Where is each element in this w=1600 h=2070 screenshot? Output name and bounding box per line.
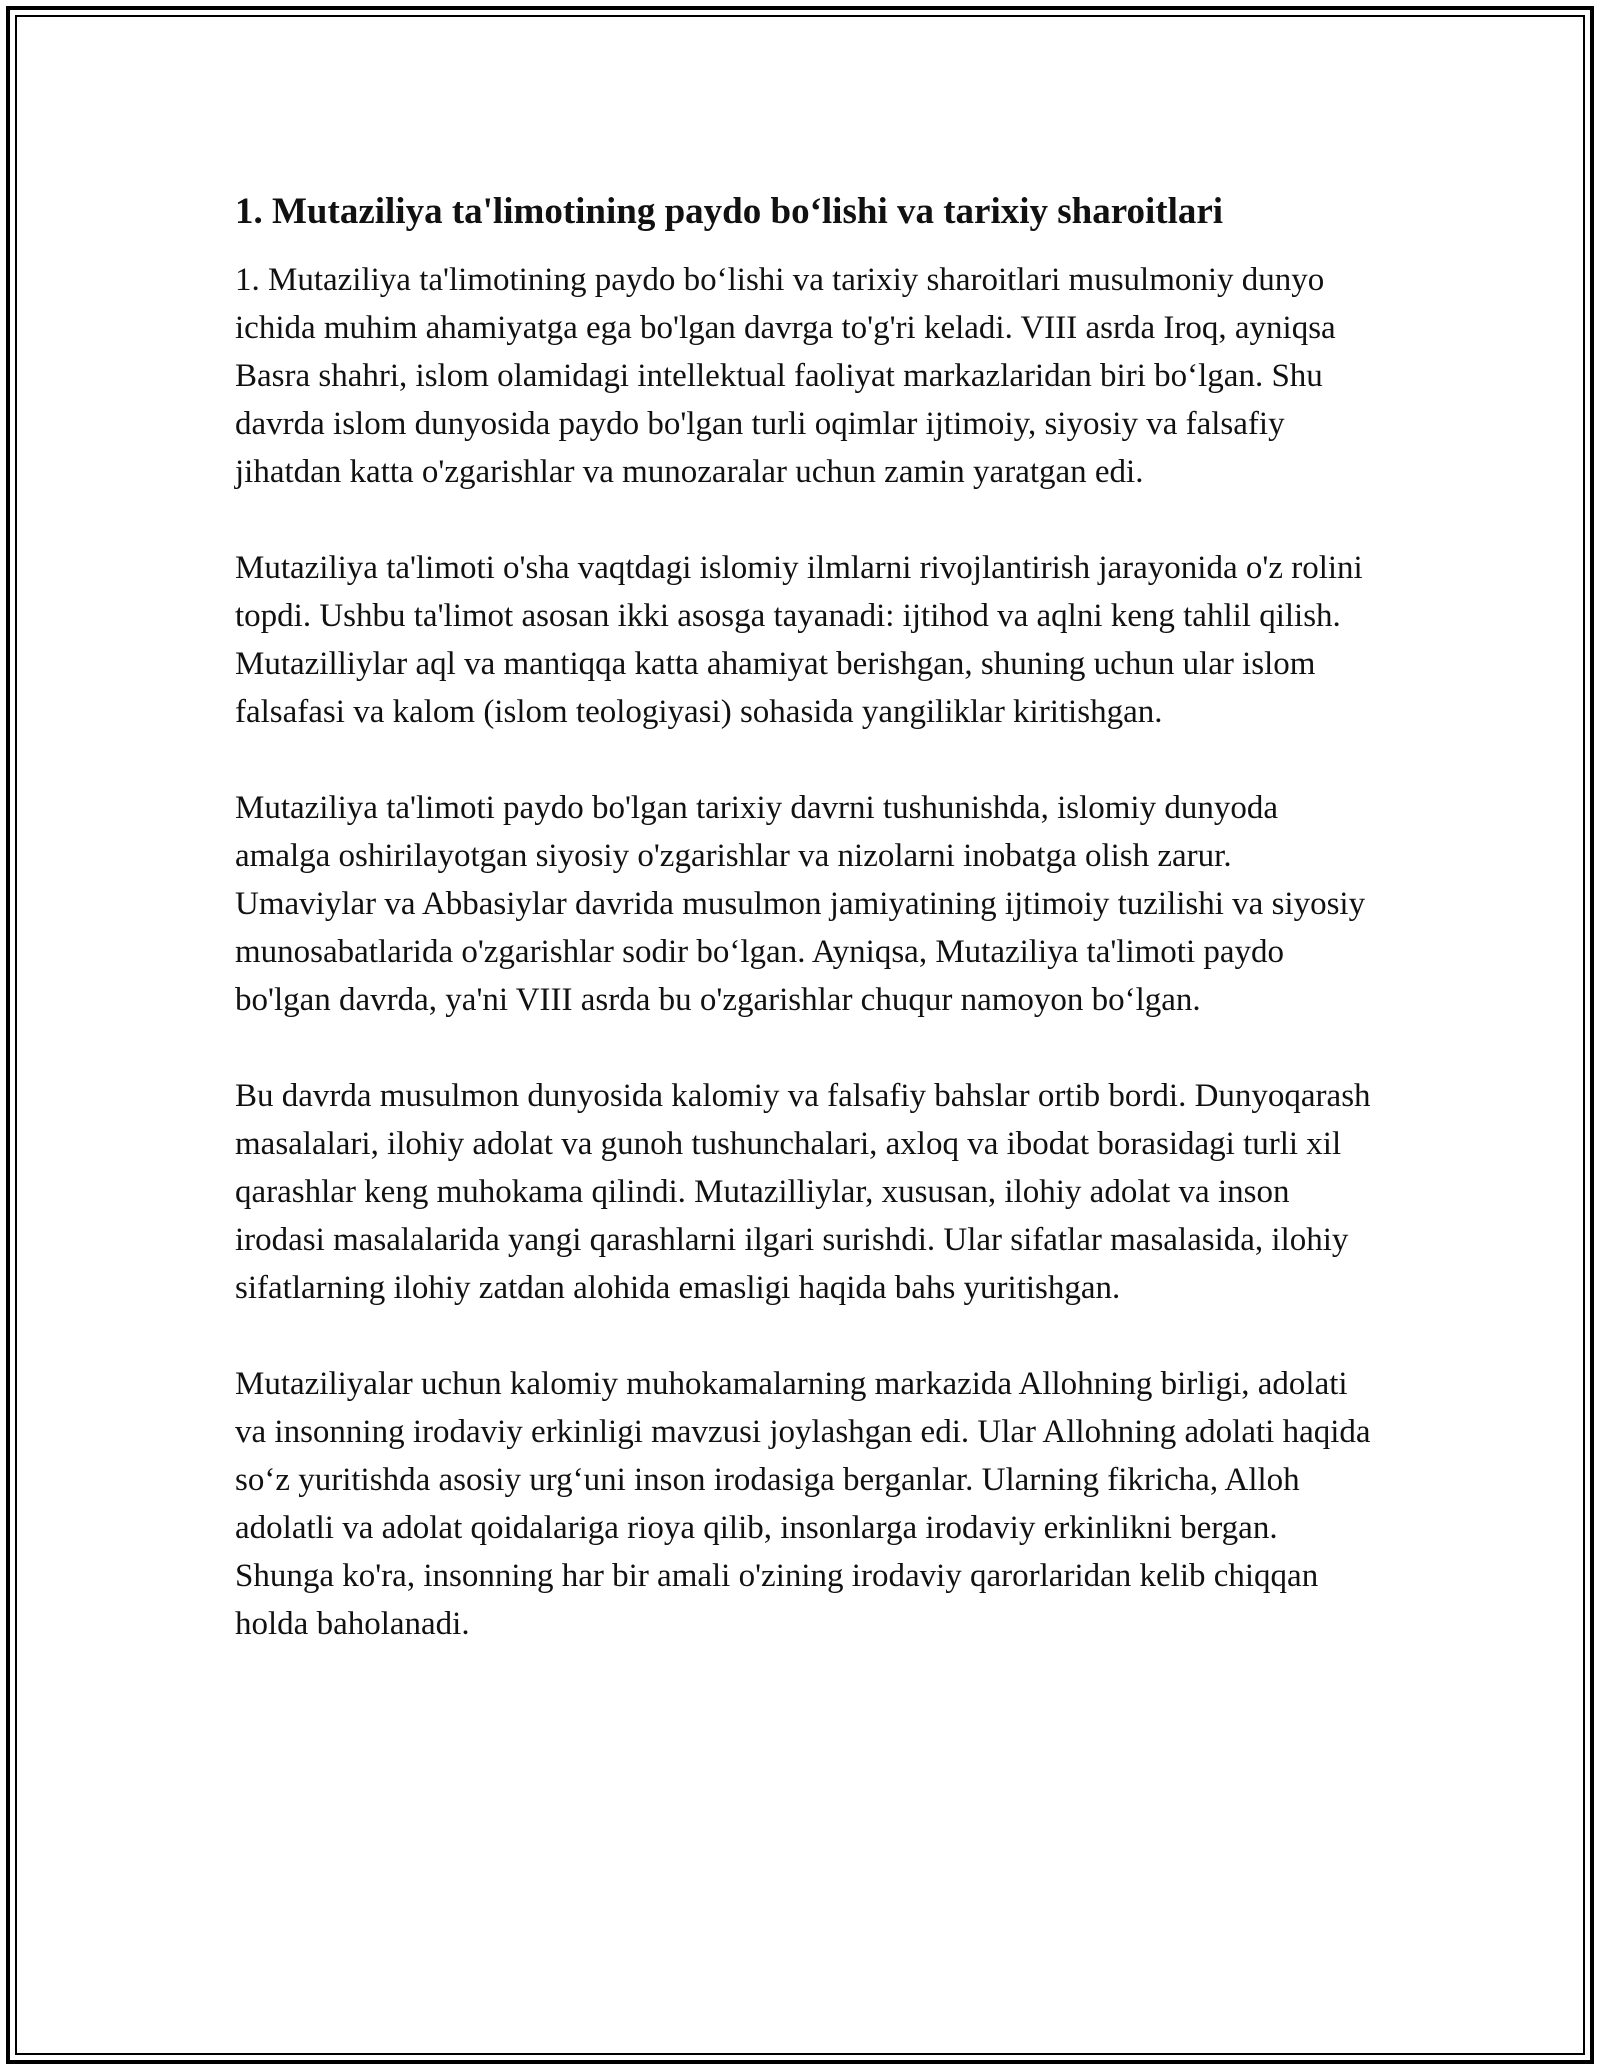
paragraph-4: Bu davrda musulmon dunyosida kalomiy va falsafiy bahslar ortib bordi. Dunyoqarash masalalari, ilohiy adolat va gunoh tushunchalari, axloq va ibodat borasidagi turli xil qarashlar keng muhokama qilindi. Mutazilliylar, xususan, ilohiy adolat va inson irodasi masalalarida yangi qarashlarni ilgari surishdi. Ular sifatlar masalasida, ilohiy sifatlarning ilohiy zatdan alohida emasligi haqida bahs yuritishgan. xyxy=(235,1078,1371,1306)
paragraph-5: Mutaziliyalar uchun kalomiy muhokamalarning markazida Allohning birligi, adolati va insonning irodaviy erkinligi mavzusi joylashgan edi. Ular Allohning adolati haqida so‘z yuritishda asosiy urg‘uni inson irodasiga berganlar. Ularning fikricha, Alloh adolatli va adolat qoidalariga rioya qilib, insonlarga irodaviy erkinlikni bergan. Shunga ko'ra, insonning har bir amali o'zining irodaviy qarorlaridan kelib chiqqan holda baholanadi. xyxy=(235,1366,1371,1642)
paragraph-1: 1. Mutaziliya ta'limotining paydo bo‘lishi va tarixiy sharoitlari musulmoniy dunyo ichida muhim ahamiyatga ega bo'lgan davrga to'g'ri keladi. VIII asrda Iroq, ayniqsa Basra shahri, islom olamidagi intellektual faoliyat markazlaridan biri bo‘lgan. Shu davrda islom dunyosida paydo bo'lgan turli oqimlar ijtimoiy, siyosiy va falsafiy jihatdan katta o'zgarishlar va munozaralar uchun zamin yaratgan edi. xyxy=(235,262,1336,490)
document-title: 1. Mutaziliya ta'limotining paydo bo‘lishi va tarixiy sharoitlari xyxy=(235,191,1224,232)
document-body xyxy=(235,188,1375,1696)
paragraph-2: Mutaziliya ta'limoti o'sha vaqtdagi islomiy ilmlarni rivojlantirish jarayonida o'z rolini topdi. Ushbu ta'limot asosan ikki asosga tayanadi: ijtihod va aqlni keng tahlil qilish. Mutazilliylar aql va mantiqqa katta ahamiyat berishgan, shuning uchun ular islom falsafasi va kalom (islom teologiyasi) sohasida yangiliklar kiritishgan. xyxy=(235,550,1363,730)
paragraph-3: Mutaziliya ta'limoti paydo bo'lgan tarixiy davrni tushunishda, islomiy dunyoda amalga oshirilayotgan siyosiy o'zgarishlar va nizolarni inobatga olish zarur. Umaviylar va Abbasiylar davrida musulmon jamiyatining ijtimoiy tuzilishi va siyosiy munosabatlarida o'zgarishlar sodir bo‘lgan. Ayniqsa, Mutaziliya ta'limoti paydo bo'lgan davrda, ya'ni VIII asrda bu o'zgarishlar chuqur namoyon bo‘lgan. xyxy=(235,790,1366,1018)
